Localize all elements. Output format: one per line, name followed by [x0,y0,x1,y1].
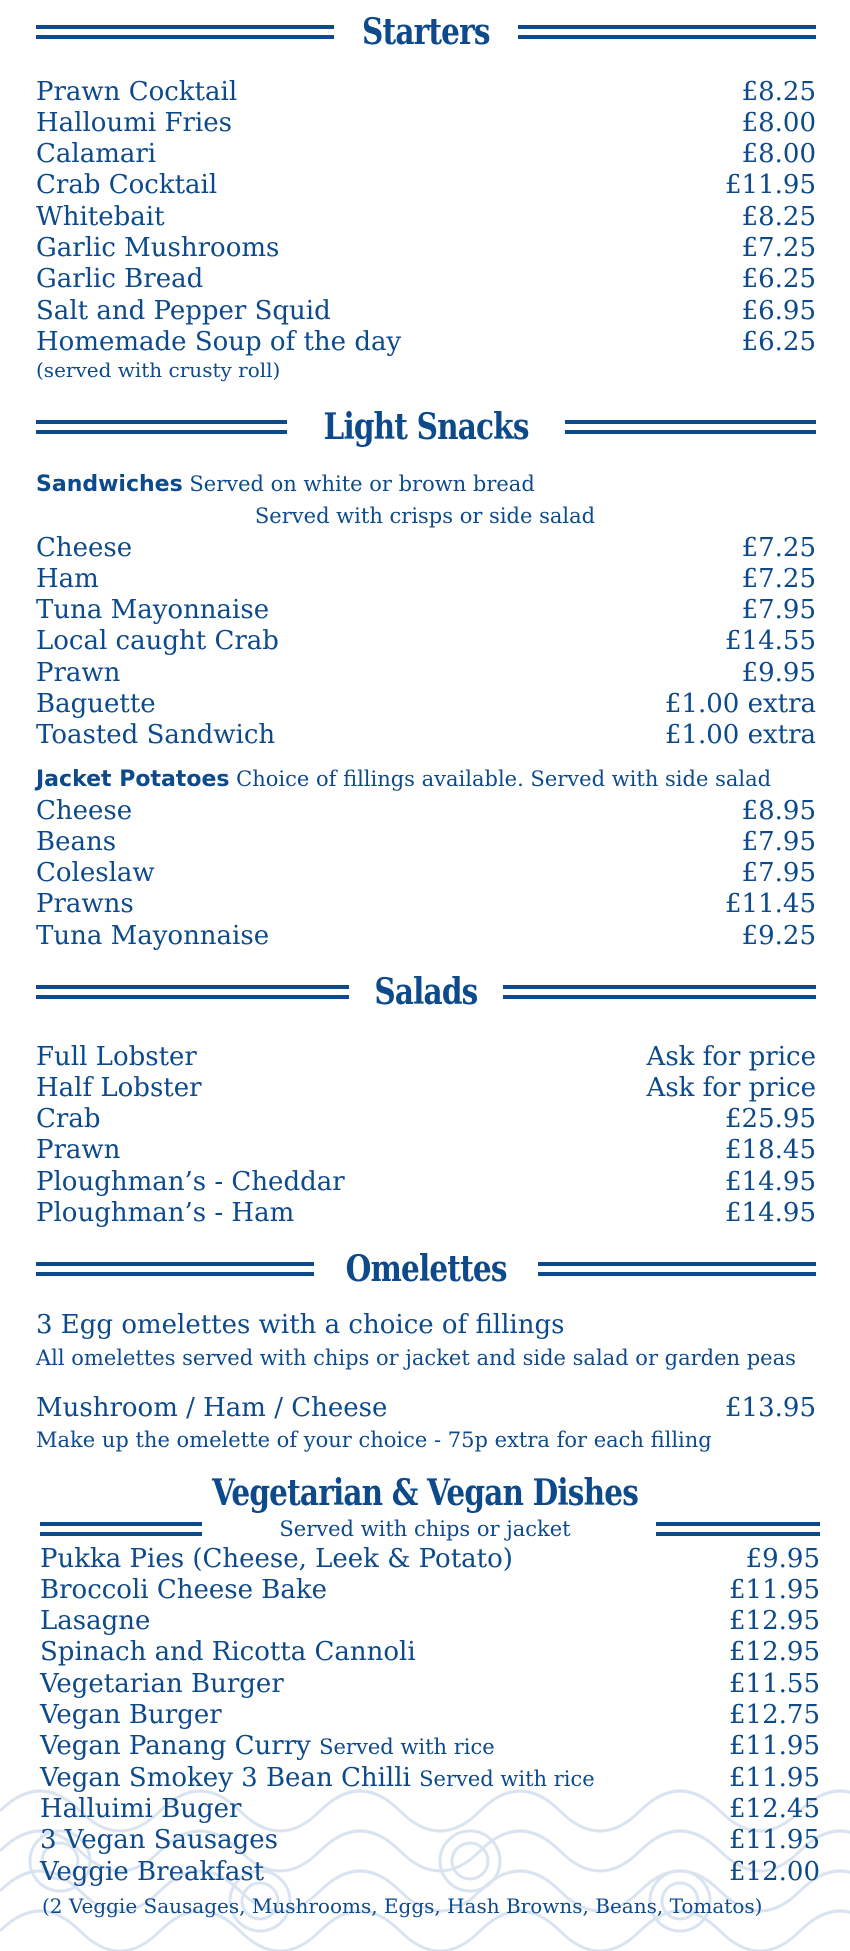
item-name-group [40,1825,278,1855]
item-name-group [36,595,269,625]
menu-item [36,720,816,751]
menu-item [36,1072,816,1103]
jacket-description: Choice of fillings available. Served with side salad [236,767,772,791]
menu-item [40,1731,820,1762]
item-name: Coleslaw [36,858,155,889]
menu-item [36,920,816,951]
header-rule-right [518,25,816,39]
item-price: £8.00 [741,139,816,170]
item-name-group [36,1198,294,1228]
jacket-subheading [36,767,771,792]
item-name: Ploughman’s - Cheddar [36,1166,345,1197]
menu-item [36,626,816,657]
item-price: £11.55 [729,1668,820,1699]
menu-item [36,795,816,826]
sandwiches-description: Served on white or brown bread [189,472,535,496]
omelette-intro [36,1309,816,1340]
menu-item [40,1543,820,1574]
item-price: £8.95 [741,795,816,826]
item-name-group [36,202,165,232]
item-price: £11.45 [725,889,816,920]
menu-item [36,563,816,594]
menu-item [36,826,816,857]
header-rule-left [36,25,334,39]
item-price: £8.25 [741,76,816,107]
item-name-group [40,1731,495,1761]
item-name: Vegan Smokey 3 Bean Chilli [40,1762,411,1793]
item-name-group [40,1857,264,1887]
item-name-group [36,1104,100,1134]
item-price: £13.95 [725,1392,816,1423]
item-price: £12.95 [729,1606,820,1637]
menu-item [36,1166,816,1197]
item-price: £7.25 [741,532,816,563]
item-name: Ploughman’s - Ham [36,1198,295,1228]
menu-item [40,1762,820,1793]
vegetarian-title: Vegetarian & Vegan Dishes [211,1472,639,1514]
item-name: Vegetarian Burger [40,1668,284,1699]
item-price: £11.95 [729,1574,820,1605]
item-name-group [36,1042,197,1072]
item-price: £9.95 [745,1543,820,1574]
item-name: Prawn [36,1135,121,1166]
item-name-group [36,1167,345,1197]
menu-item [36,689,816,720]
menu-item [36,326,816,357]
item-name-group [36,626,279,656]
item-price: £7.95 [741,858,816,889]
menu-item [40,1574,820,1605]
item-name: Spinach and Ricotta Cannoli [40,1637,416,1668]
item-description: Served with rice [319,1735,495,1760]
item-price: £11.95 [725,170,816,201]
item-price: £18.45 [725,1135,816,1166]
item-price: £6.25 [741,326,816,357]
item-price: £11.95 [729,1762,820,1793]
menu-item [36,264,816,295]
item-name: Mushroom / Ham / Cheese [36,1392,388,1423]
item-name: Pukka Pies (Cheese, Leek & Potato) [40,1543,513,1574]
item-name-group [36,327,401,357]
salads-title: Salads [374,971,478,1013]
menu-item [36,295,816,326]
menu-item [40,1606,820,1637]
item-name-group [40,1606,150,1636]
item-name-group [36,108,232,138]
item-description: Served with rice [419,1766,595,1791]
omelette-intro-note: All omelettes served with chips or jacket and side salad or garden peas [36,1346,796,1370]
omelette-item [36,1392,816,1423]
item-price: £11.95 [729,1731,820,1762]
item-name: Local caught Crab [36,626,279,657]
item-name-group [36,170,217,200]
item-price: £1.00 extra [664,720,816,751]
item-name: Lasagne [40,1606,151,1637]
item-name: Crab Cocktail [36,170,218,201]
item-name-group [36,77,237,107]
menu-item [40,1825,820,1856]
item-name-group [36,796,132,826]
item-name: Tuna Mayonnaise [36,920,270,951]
menu-item [40,1668,820,1699]
item-name-group [40,1794,241,1824]
starters-header [36,7,816,57]
menu-item [36,595,816,626]
header-rule-right [503,985,816,999]
item-name-group [40,1544,513,1574]
menu-item [36,107,816,138]
item-name: Toasted Sandwich [36,720,276,751]
item-price: £8.25 [741,201,816,232]
header-rule-left [36,985,349,999]
item-name-group [36,296,331,326]
vegetarian-subtitle: Served with chips or jacket [279,1517,571,1541]
item-name: Calamari [36,139,157,170]
sandwiches-heading: Sandwiches [36,472,183,497]
item-name: Prawns [36,889,134,920]
menu-item [36,889,816,920]
menu-item [36,201,816,232]
menu-item [36,532,816,563]
item-name-group [36,658,120,688]
item-price: Ask for price [646,1072,816,1103]
header-rule-left [36,420,287,434]
item-name: Crab [36,1104,101,1135]
item-price: £12.95 [729,1637,820,1668]
starters-title: Starters [362,11,490,53]
item-name-group [36,233,279,263]
item-price: £6.95 [741,295,816,326]
item-name: Vegan Panang Curry [40,1731,311,1762]
item-name: Homemade Soup of the day [36,326,402,357]
item-price: £7.25 [741,233,816,263]
item-name: Beans [36,826,117,857]
omelette-note: Make up the omelette of your choice - 75p extra for each filling [36,1428,712,1452]
item-name: Garlic Bread [36,264,204,295]
item-price: £14.55 [725,626,816,657]
salads-header [36,967,816,1017]
header-rule-right [538,1262,816,1276]
light-snacks-title: Light Snacks [323,406,529,448]
light-snacks-header [36,402,816,452]
header-rule-right [565,420,816,434]
item-name: 3 Vegan Sausages [40,1825,279,1856]
menu-item [36,139,816,170]
item-name-group [36,564,99,594]
item-price: £14.95 [725,1166,816,1197]
item-name-group [36,1073,202,1103]
item-name: Cheese [36,795,133,826]
item-name-group [36,689,156,719]
menu-item [36,1135,816,1166]
omelettes-header [36,1244,816,1294]
item-price: £7.95 [741,826,816,857]
menu-item [36,76,816,107]
item-name: Ham [36,563,99,594]
menu-item [40,1856,820,1887]
item-price: £7.25 [741,563,816,594]
header-rule-left [36,1262,314,1276]
menu-item [40,1700,820,1731]
item-name: Baguette [36,689,156,719]
item-name-group [36,827,116,857]
item-name: Veggie Breakfast [40,1856,265,1887]
item-price: £7.95 [741,595,816,626]
item-name: Prawn Cocktail [36,76,238,107]
item-name: Broccoli Cheese Bake [40,1574,328,1605]
menu-item [36,858,816,889]
item-name: Tuna Mayonnaise [36,595,270,626]
menu-item [36,657,816,688]
menu-item [36,233,816,264]
item-name: Half Lobster [36,1072,202,1103]
omelettes-title: Omelettes [345,1248,507,1290]
item-name-group [40,1575,327,1605]
item-name: Vegan Burger [40,1700,222,1730]
menu-item [36,170,816,201]
starters-note: (served with crusty roll) [36,358,281,382]
menu-item [36,1104,816,1135]
item-price: £12.75 [729,1700,820,1730]
vegetarian-note: (2 Veggie Sausages, Mushrooms, Eggs, Hash Browns, Beans, Tomatos) [42,1894,763,1918]
item-price: £14.95 [725,1198,816,1228]
item-name-group [36,858,155,888]
menu-item [36,1041,816,1072]
item-price: £1.00 extra [664,689,816,719]
item-name-group [36,1135,120,1165]
item-price: £9.95 [741,657,816,688]
jacket-heading: Jacket Potatoes [36,767,230,792]
item-name: Whitebait [36,201,165,232]
item-name-group [40,1700,222,1730]
item-name-group [36,889,134,919]
item-price: £8.00 [741,107,816,138]
item-price: £9.25 [741,920,816,951]
item-name-group [36,533,132,563]
item-price: Ask for price [646,1041,816,1072]
item-name: Halloumi Fries [36,107,232,138]
item-name-group [40,1637,416,1667]
item-name: Garlic Mushrooms [36,233,280,263]
item-name: Cheese [36,532,133,563]
item-name: Salt and Pepper Squid [36,295,331,326]
item-price: £6.25 [741,264,816,295]
item-name-group [40,1763,595,1793]
item-name-group [36,139,156,169]
item-name-group [40,1669,284,1699]
item-name-group [36,264,203,294]
omelette-intro-text: 3 Egg omelettes with a choice of fillings [36,1309,565,1340]
menu-item [36,1198,816,1229]
item-name: Full Lobster [36,1041,197,1072]
item-name-group [36,921,269,951]
item-name-group [36,720,275,750]
item-price: £11.95 [729,1825,820,1856]
sandwiches-description-2: Served with crisps or side salad [254,504,596,528]
item-price: £25.95 [725,1104,816,1135]
menu-item [40,1793,820,1824]
item-price: £12.45 [729,1793,820,1824]
item-name: Prawn [36,657,121,688]
menu-item [40,1637,820,1668]
item-price: £12.00 [729,1856,820,1887]
item-name: Halluimi Buger [40,1793,242,1824]
sandwiches-subheading [36,472,535,497]
